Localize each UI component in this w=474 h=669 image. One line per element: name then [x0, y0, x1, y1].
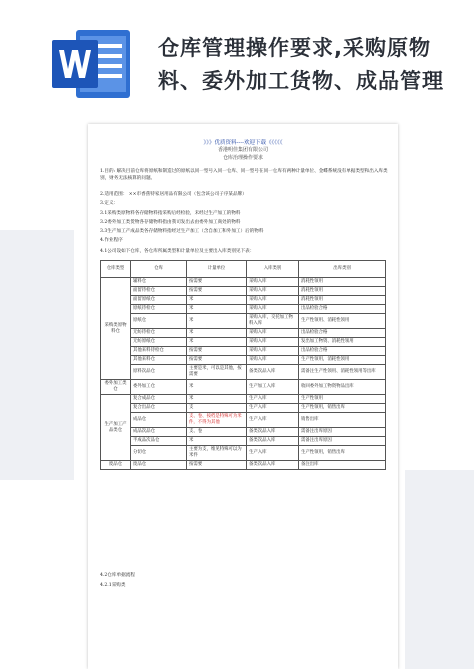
table-row [101, 314, 386, 329]
in-category-cell: 采购入库 [247, 338, 299, 347]
in-category-cell: 采购入库 [247, 347, 299, 356]
out-category-cell: 出品检验合格 [299, 329, 386, 338]
unit-cell: 按需要 [187, 287, 247, 296]
out-category-cell: 消耗性领用 [299, 287, 386, 296]
warehouse-cell: 委外加工仓 [131, 380, 187, 395]
unit-cell: 按需要 [187, 461, 247, 470]
paragraph-table-intro: 4.1公司设如下仓库，各仓库所属类型和计量单位及主要出入库类别见下表： [100, 249, 255, 254]
table-row [101, 278, 386, 287]
in-category-cell: 采购入库 [247, 278, 299, 287]
out-category-cell: 出品检验合格 [299, 305, 386, 314]
unit-cell: 支、卷 [187, 428, 247, 437]
unit-cell: 米 [187, 314, 247, 329]
out-category-cell: 收回委外加工物资物品出库 [299, 380, 386, 395]
table-row [101, 437, 386, 446]
in-category-cell: 采购入库 [247, 296, 299, 305]
table-row [101, 380, 386, 395]
category-cell: 生产加工产品类仓 [101, 395, 131, 461]
table-header-row [101, 261, 386, 278]
unit-cell: 按需要 [187, 347, 247, 356]
unit-cell: 按需要 [187, 278, 247, 287]
warehouse-cell: 复合成品仓 [131, 395, 187, 404]
warehouse-cell: 废品仓 [131, 461, 187, 470]
warehouse-cell: 原纸待检仓 [131, 305, 187, 314]
document-subtitle: 仓库治理操作要求 [222, 155, 263, 161]
warehouse-cell: 面留原纸仓 [131, 296, 187, 305]
out-category-cell: 生产性领用，消耗性领用 [299, 356, 386, 365]
table-row [101, 404, 386, 413]
warehouse-cell: 原纸仓 [131, 314, 187, 329]
unit-cell: 米 [187, 395, 247, 404]
table-row [101, 347, 386, 356]
out-category-cell: 消耗性领用 [299, 296, 386, 305]
in-category-cell: 生产加工入库 [247, 380, 299, 395]
warehouse-cell: 成品仓 [131, 413, 187, 428]
warehouse-cell: 无纺原纸仓 [131, 338, 187, 347]
warehouse-table [100, 260, 386, 470]
document-page [88, 124, 398, 669]
unit-cell: 按需要 [187, 356, 247, 365]
out-category-cell: 出品检验合格 [299, 347, 386, 356]
header-in-category: 入库类别 [247, 261, 299, 278]
table-row [101, 365, 386, 380]
word-document-icon [50, 26, 134, 102]
unit-cell: 米 [187, 305, 247, 314]
warehouse-cell: 复合出品仓 [131, 404, 187, 413]
out-category-cell: 生产性领用、消耗性领用 [299, 314, 386, 329]
table-row [101, 305, 386, 314]
in-category-cell: 生产入库 [247, 413, 299, 428]
header-warehouse: 仓库 [131, 261, 187, 278]
unit-cell: 主要是米，可以是其他，按需要 [187, 365, 247, 380]
in-category-cell: 生产入库 [247, 395, 299, 404]
warehouse-cell: 成品次品仓 [131, 428, 187, 437]
in-category-cell: 生产入库 [247, 404, 299, 413]
in-category-cell: 采购入库 [247, 356, 299, 365]
paragraph-scope: 2.适用范围： ××市香蕉特家居用品有限公司（包含该公司子序某品牌） [100, 192, 247, 197]
out-category-cell: 发出加工物资、消耗性领用 [299, 338, 386, 347]
table-row [101, 395, 386, 404]
table-row [101, 356, 386, 365]
table-row [101, 287, 386, 296]
section-4-2-1: 4.2.1采购类 [100, 583, 126, 588]
warehouse-cell: 辅料仓 [131, 278, 187, 287]
document-title: 仓库管理操作要求,采购原物料、委外加工货物、成品管理 [158, 36, 444, 93]
out-category-cell: 备注出库 [299, 461, 386, 470]
out-category-cell: 生产性领用，销售出库 [299, 446, 386, 461]
company-name: 香港明佳集团有限公司 [217, 147, 268, 153]
warehouse-cell: 半成品次品仓 [131, 437, 187, 446]
warehouse-cell: 分切仓 [131, 446, 187, 461]
table-row [101, 329, 386, 338]
table-row [101, 296, 386, 305]
in-category-cell: 采购入库 [247, 329, 299, 338]
header-warehouse-type: 仓库类型 [101, 261, 131, 278]
table-row [101, 446, 386, 461]
download-banner[interactable]: 》》》优质资料----欢迎下载《《《《《 [203, 140, 283, 146]
in-category-cell: 采购入库 [247, 287, 299, 296]
paragraph-def-3-2: 3.2委外加工类货物各存储物料指由我司发出去由委外加工商处的物料 [100, 220, 241, 225]
out-category-cell: 生产性领用 [299, 395, 386, 404]
out-category-cell: 需备注出库原因 [299, 437, 386, 446]
table-row [101, 338, 386, 347]
unit-cell: 米 [187, 329, 247, 338]
header [0, 0, 474, 115]
table-row [101, 428, 386, 437]
in-category-cell: 备类次品入库 [247, 365, 299, 380]
section-4-2: 4.2仓库单据流程 [100, 573, 135, 578]
unit-cell: 支、卷、按档是特殊可为米件，不得为其他 [187, 413, 247, 428]
unit-cell: 米 [187, 437, 247, 446]
paragraph-purpose: 1.目的: 解决目前仓库将原纸和制造过的原纸以同一型号入同一仓库、同一型号在同一仓库有两种计量单位、金蝶系统没有单据类型和出入库类别，财务无法核算的问题。 [100, 169, 388, 182]
out-category-cell: 需备注出库原因 [299, 428, 386, 437]
paragraph-definition: 3.定义： [100, 201, 119, 206]
unit-cell: 米 [187, 338, 247, 347]
in-category-cell: 备类次品入库 [247, 428, 299, 437]
warehouse-cell: 面留待检仓 [131, 287, 187, 296]
in-category-cell: 采购入库 [247, 305, 299, 314]
out-category-cell: 销售出库 [299, 413, 386, 428]
table-row [101, 413, 386, 428]
in-category-cell: 采购入库，交托加工物料入库 [247, 314, 299, 329]
in-category-cell: 生产入库 [247, 446, 299, 461]
table-row [101, 461, 386, 470]
warehouse-cell: 原料次品仓 [131, 365, 187, 380]
unit-cell: 米 [187, 296, 247, 305]
warehouse-cell: 无纺待检仓 [131, 329, 187, 338]
header-out-category: 出库类别 [299, 261, 386, 278]
unit-cell: 主要为支，维见特殊可以为米件 [187, 446, 247, 461]
unit-cell: 米 [187, 380, 247, 395]
out-category-cell: 需备注生产性领用、消耗性领用等出库 [299, 365, 386, 380]
unit-cell: 支 [187, 404, 247, 413]
in-category-cell: 备类次品入库 [247, 437, 299, 446]
category-cell: 委外加工类仓 [101, 380, 131, 395]
warehouse-cell: 其他来料仓 [131, 356, 187, 365]
header-unit: 计量单位 [187, 261, 247, 278]
paragraph-def-3-1: 3.1采购类原物料各存储物料指采购后经检验，未经过生产加工的物料 [100, 211, 241, 216]
paragraph-def-3-3: 3.3生产加工产成品类各存储物料指经过生产加工（含自加工和外加工）后的物料 [100, 229, 264, 234]
warehouse-cell: 其他来料待检仓 [131, 347, 187, 356]
category-cell: 采购类原物料仓 [101, 278, 131, 380]
in-category-cell: 备类次品入库 [247, 461, 299, 470]
paragraph-procedure: 4.作业程序 [100, 238, 123, 243]
out-category-cell: 消耗性领用 [299, 278, 386, 287]
category-cell: 废品仓 [101, 461, 131, 470]
out-category-cell: 生产性领用，销售出库 [299, 404, 386, 413]
